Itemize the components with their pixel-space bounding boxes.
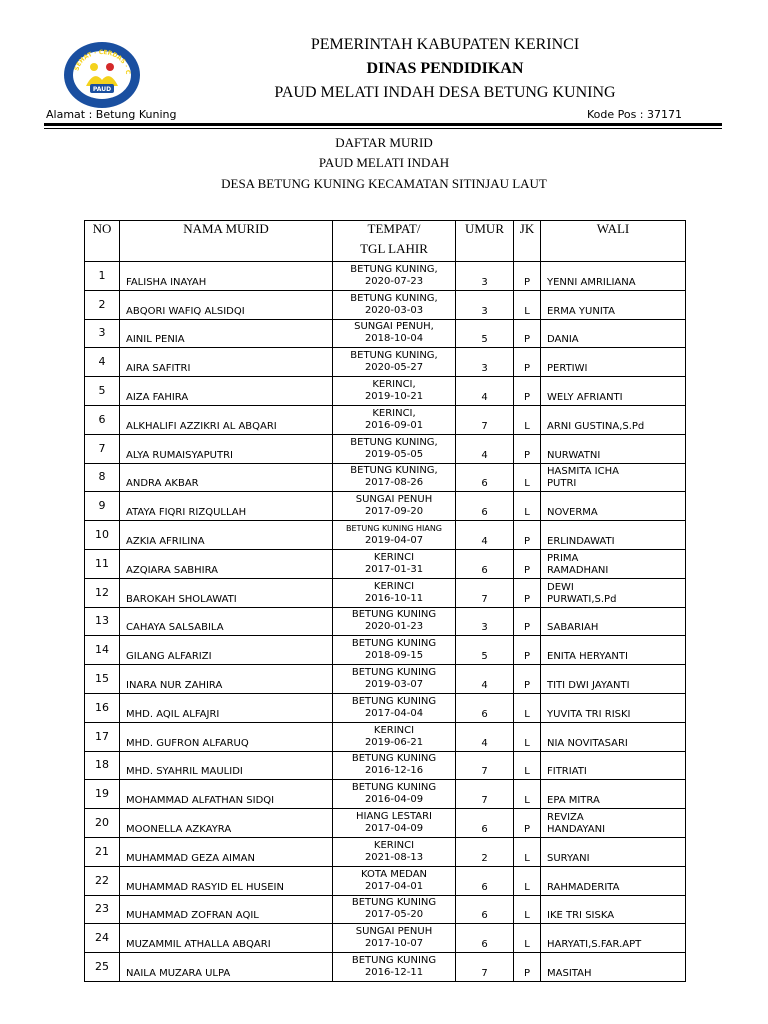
table-row: [85, 434, 686, 463]
cell-tgl: 2019-10-21: [364, 391, 424, 403]
cell-tempat-tgl: [333, 693, 456, 722]
cell-tempat: KERINCI: [373, 724, 415, 736]
cell-tempat: KERINCI: [373, 580, 415, 592]
header-divider-thin: [44, 128, 722, 129]
letterhead-school: PAUD MELATI INDAH DESA BETUNG KUNING: [274, 84, 616, 101]
cell-wali: [541, 924, 686, 953]
table-row: [85, 348, 686, 377]
cell-tempat: KOTA MEDAN: [360, 868, 428, 880]
cell-umur: 6: [456, 924, 514, 953]
letterhead-department: DINAS PENDIDIKAN: [366, 60, 524, 77]
header-wali: WALI: [541, 221, 686, 262]
cell-wali: [541, 809, 686, 838]
cell-tgl: 2020-07-23: [364, 275, 424, 287]
table-row: [85, 866, 686, 895]
cell-no: 5: [85, 377, 120, 406]
cell-tgl: 2016-09-01: [364, 419, 424, 431]
cell-nama: GILANG ALFARIZI: [120, 636, 333, 665]
cell-wali: [541, 866, 686, 895]
cell-tempat-tgl: [333, 463, 456, 492]
cell-umur: 3: [456, 348, 514, 377]
cell-wali: [541, 377, 686, 406]
cell-tempat: BETUNG KUNING,: [350, 292, 438, 304]
paud-logo: [62, 40, 142, 110]
cell-wali-line1: IKE TRI SISKA: [547, 910, 615, 922]
svg-text:SEHAT · CERDAS · CERIA: SEHAT · CERDAS · C: [73, 48, 132, 75]
cell-no: 2: [85, 290, 120, 319]
header-nama: NAMA MURID: [120, 221, 333, 262]
cell-tempat-tgl: [333, 837, 456, 866]
table-row: [85, 924, 686, 953]
cell-wali: [541, 405, 686, 434]
cell-umur: 6: [456, 693, 514, 722]
cell-wali-line1: NOVERMA: [547, 507, 598, 519]
cell-wali: [541, 636, 686, 665]
cell-tempat-tgl: [333, 521, 456, 550]
cell-nama: AINIL PENIA: [120, 319, 333, 348]
cell-wali-line1: HASMITA ICHA: [547, 466, 619, 478]
cell-no: 14: [85, 636, 120, 665]
cell-wali-line1: DANIA: [547, 334, 579, 346]
cell-tempat: SUNGAI PENUH: [355, 926, 433, 938]
cell-umur: 4: [456, 722, 514, 751]
cell-tgl: 2017-04-04: [364, 707, 424, 719]
cell-tempat-tgl: [333, 809, 456, 838]
svg-text:PAUD: PAUD: [92, 86, 112, 93]
cell-wali-line2: PURWATI,S.Pd: [547, 593, 617, 605]
cell-jk: L: [514, 290, 541, 319]
cell-umur: 3: [456, 607, 514, 636]
cell-tempat: BETUNG KUNING: [351, 782, 437, 794]
cell-tempat: BETUNG KUNING: [351, 897, 437, 909]
cell-nama: MOHAMMAD ALFATHAN SIDQI: [120, 780, 333, 809]
cell-no: 12: [85, 578, 120, 607]
cell-tempat: BETUNG KUNING,: [350, 465, 438, 477]
cell-wali: [541, 521, 686, 550]
table-row: [85, 953, 686, 982]
cell-tempat: BETUNG KUNING: [351, 695, 437, 707]
table-row: [85, 837, 686, 866]
cell-tempat-tgl: [333, 434, 456, 463]
cell-tempat-tgl: [333, 866, 456, 895]
header-tempat-line1: TEMPAT/: [367, 221, 421, 236]
cell-jk: P: [514, 578, 541, 607]
cell-jk: P: [514, 953, 541, 982]
cell-jk: L: [514, 693, 541, 722]
cell-wali: [541, 348, 686, 377]
cell-wali: [541, 290, 686, 319]
cell-nama: ABQORI WAFIQ ALSIDQI: [120, 290, 333, 319]
cell-umur: 2: [456, 837, 514, 866]
cell-nama: MUHAMMAD RASYID EL HUSEIN: [120, 866, 333, 895]
cell-jk: P: [514, 262, 541, 291]
student-rows: [85, 262, 686, 982]
cell-tgl: 2019-05-05: [364, 448, 424, 460]
cell-tempat: KERINCI: [373, 551, 415, 563]
cell-nama: MOONELLA AZKAYRA: [120, 809, 333, 838]
table-row: [85, 578, 686, 607]
cell-wali-line1: NIA NOVITASARI: [547, 737, 628, 749]
cell-umur: 6: [456, 895, 514, 924]
cell-tempat: HIANG LESTARI: [355, 811, 433, 823]
cell-tempat-tgl: [333, 549, 456, 578]
cell-umur: 6: [456, 463, 514, 492]
document-subtitle-location: DESA BETUNG KUNING KECAMATAN SITINJAU LAUT: [221, 176, 547, 191]
table-header-row: [85, 221, 686, 262]
cell-tgl: 2017-09-20: [364, 506, 424, 518]
cell-tgl: 2020-05-27: [364, 362, 424, 374]
cell-tempat-tgl: [333, 377, 456, 406]
header-tempat-line2: TGL LAHIR: [360, 241, 428, 256]
cell-tempat-tgl: [333, 290, 456, 319]
cell-tempat-tgl: [333, 319, 456, 348]
table-row: [85, 780, 686, 809]
cell-nama: BAROKAH SHOLAWATI: [120, 578, 333, 607]
cell-wali: [541, 693, 686, 722]
cell-no: 21: [85, 837, 120, 866]
cell-tgl: 2016-10-11: [364, 592, 424, 604]
table-row: [85, 809, 686, 838]
cell-umur: 6: [456, 866, 514, 895]
cell-tempat-tgl: [333, 924, 456, 953]
document-title: DAFTAR MURID: [335, 135, 433, 150]
cell-nama: ALYA RUMAISYAPUTRI: [120, 434, 333, 463]
cell-tempat: BETUNG KUNING: [351, 638, 437, 650]
cell-tempat-tgl: [333, 665, 456, 694]
cell-tgl: 2020-01-23: [364, 621, 424, 633]
cell-tgl: 2017-10-07: [364, 938, 424, 950]
cell-wali: [541, 953, 686, 982]
cell-wali-line1: DEWI: [547, 581, 574, 593]
table-row: [85, 319, 686, 348]
cell-jk: L: [514, 463, 541, 492]
cell-tgl: 2019-03-07: [364, 679, 424, 691]
cell-nama: AIZA FAHIRA: [120, 377, 333, 406]
cell-nama: MUZAMMIL ATHALLA ABQARI: [120, 924, 333, 953]
cell-nama: ANDRA AKBAR: [120, 463, 333, 492]
cell-tempat-tgl: [333, 578, 456, 607]
table-row: [85, 607, 686, 636]
cell-tgl: 2019-06-21: [364, 736, 424, 748]
cell-no: 11: [85, 549, 120, 578]
cell-no: 8: [85, 463, 120, 492]
cell-nama: MHD. AQIL ALFAJRI: [120, 693, 333, 722]
cell-wali-line1: ARNI GUSTINA,S.Pd: [547, 420, 645, 432]
postal-code-text: Kode Pos : 37171: [586, 108, 682, 121]
cell-tgl: 2018-09-15: [364, 650, 424, 662]
cell-wali: [541, 780, 686, 809]
cell-jk: L: [514, 751, 541, 780]
cell-wali-line1: PERTIWI: [547, 363, 588, 375]
cell-tempat: BETUNG KUNING: [351, 667, 437, 679]
cell-nama: MUHAMMAD GEZA AIMAN: [120, 837, 333, 866]
cell-umur: 4: [456, 377, 514, 406]
cell-tgl: 2016-12-16: [364, 765, 424, 777]
letterhead-government: PEMERINTAH KABUPATEN KERINCI: [310, 36, 580, 53]
table-row: [85, 751, 686, 780]
cell-tempat: KERINCI,: [372, 379, 416, 391]
cell-no: 23: [85, 895, 120, 924]
cell-wali: [541, 549, 686, 578]
cell-wali-line1: SURYANI: [547, 852, 590, 864]
cell-wali-line1: PRIMA: [547, 552, 579, 564]
cell-no: 25: [85, 953, 120, 982]
cell-umur: 7: [456, 780, 514, 809]
cell-tgl: 2017-01-31: [364, 563, 424, 575]
cell-jk: P: [514, 549, 541, 578]
cell-nama: AIRA SAFITRI: [120, 348, 333, 377]
cell-nama: ALKHALIFI AZZIKRI AL ABQARI: [120, 405, 333, 434]
table-row: [85, 895, 686, 924]
table-row: [85, 377, 686, 406]
cell-jk: P: [514, 521, 541, 550]
table-row: [85, 722, 686, 751]
cell-tgl: 2021-08-13: [364, 851, 424, 863]
cell-wali-line2: RAMADHANI: [547, 564, 609, 576]
table-row: [85, 521, 686, 550]
cell-jk: P: [514, 607, 541, 636]
cell-umur: 4: [456, 665, 514, 694]
cell-umur: 4: [456, 434, 514, 463]
cell-jk: P: [514, 636, 541, 665]
cell-tgl: 2016-12-11: [364, 967, 424, 979]
cell-jk: P: [514, 377, 541, 406]
table-row: [85, 636, 686, 665]
cell-wali: [541, 463, 686, 492]
cell-wali-line1: MASITAH: [547, 967, 592, 979]
cell-tempat: BETUNG KUNING,: [350, 436, 438, 448]
table-row: [85, 492, 686, 521]
table-row: [85, 693, 686, 722]
header-tempat: [333, 221, 456, 262]
cell-umur: 7: [456, 751, 514, 780]
cell-tgl: 2017-04-01: [364, 880, 424, 892]
address-text: Alamat : Betung Kuning: [46, 108, 177, 121]
cell-umur: 7: [456, 405, 514, 434]
cell-wali-line1: EPA MITRA: [547, 795, 600, 807]
table-row: [85, 262, 686, 291]
cell-nama: FALISHA INAYAH: [120, 262, 333, 291]
cell-tempat: BETUNG KUNING,: [350, 350, 438, 362]
cell-jk: P: [514, 665, 541, 694]
cell-wali-line1: TITI DWI JAYANTI: [547, 679, 630, 691]
cell-tempat: KERINCI: [373, 839, 415, 851]
cell-umur: 7: [456, 578, 514, 607]
cell-no: 17: [85, 722, 120, 751]
cell-wali-line1: ENITA HERYANTI: [547, 651, 628, 663]
cell-wali: [541, 492, 686, 521]
cell-no: 20: [85, 809, 120, 838]
cell-nama: NAILA MUZARA ULPA: [120, 953, 333, 982]
cell-no: 7: [85, 434, 120, 463]
header-divider-thick: [44, 123, 722, 126]
cell-tempat: BETUNG KUNING,: [350, 263, 438, 275]
cell-wali-line2: PUTRI: [547, 478, 577, 490]
cell-wali: [541, 578, 686, 607]
cell-umur: 5: [456, 319, 514, 348]
cell-wali-line1: NURWATNI: [547, 449, 601, 461]
cell-tempat: BETUNG KUNING: [351, 609, 437, 621]
table-row: [85, 665, 686, 694]
cell-no: 9: [85, 492, 120, 521]
cell-no: 19: [85, 780, 120, 809]
cell-tgl: 2018-10-04: [364, 333, 424, 345]
cell-jk: L: [514, 837, 541, 866]
cell-tempat: BETUNG KUNING: [351, 753, 437, 765]
cell-nama: MUHAMMAD ZOFRAN AQIL: [120, 895, 333, 924]
cell-tempat-tgl: [333, 895, 456, 924]
cell-umur: 7: [456, 953, 514, 982]
cell-tempat-tgl: [333, 751, 456, 780]
header-umur: UMUR: [456, 221, 514, 262]
cell-tempat-tgl: [333, 405, 456, 434]
header-jk: JK: [514, 221, 541, 262]
cell-jk: L: [514, 924, 541, 953]
cell-no: 1: [85, 262, 120, 291]
cell-no: 4: [85, 348, 120, 377]
cell-nama: AZQIARA SABHIRA: [120, 549, 333, 578]
cell-nama: MHD. SYAHRIL MAULIDI: [120, 751, 333, 780]
table-row: [85, 549, 686, 578]
cell-no: 10: [85, 521, 120, 550]
cell-umur: 5: [456, 636, 514, 665]
cell-no: 3: [85, 319, 120, 348]
cell-umur: 6: [456, 549, 514, 578]
cell-tempat-tgl: [333, 722, 456, 751]
cell-no: 6: [85, 405, 120, 434]
cell-umur: 3: [456, 290, 514, 319]
cell-tempat: BETUNG KUNING HIANG: [346, 524, 442, 534]
cell-tempat-tgl: [333, 607, 456, 636]
cell-no: 24: [85, 924, 120, 953]
cell-jk: L: [514, 405, 541, 434]
cell-no: 13: [85, 607, 120, 636]
cell-nama: ATAYA FIQRI RIZQULLAH: [120, 492, 333, 521]
header-no: NO: [85, 221, 120, 262]
cell-wali: [541, 262, 686, 291]
cell-jk: P: [514, 809, 541, 838]
cell-jk: L: [514, 492, 541, 521]
cell-umur: 6: [456, 809, 514, 838]
cell-no: 22: [85, 866, 120, 895]
cell-wali-line1: YENNI AMRILIANA: [547, 276, 636, 288]
cell-wali-line1: ERMA YUNITA: [547, 305, 615, 317]
cell-tempat-tgl: [333, 262, 456, 291]
student-table: [84, 220, 686, 982]
cell-wali-line1: RAHMADERITA: [547, 881, 620, 893]
cell-tempat-tgl: [333, 953, 456, 982]
table-row: [85, 290, 686, 319]
cell-no: 15: [85, 665, 120, 694]
cell-tgl: 2017-05-20: [364, 909, 424, 921]
cell-wali: [541, 319, 686, 348]
cell-wali-line1: YUVITA TRI RISKI: [547, 708, 631, 720]
cell-tgl: 2017-08-26: [364, 477, 424, 489]
cell-tempat-tgl: [333, 348, 456, 377]
cell-nama: AZKIA AFRILINA: [120, 521, 333, 550]
cell-jk: L: [514, 895, 541, 924]
cell-tgl: 2017-04-09: [364, 823, 424, 835]
cell-jk: P: [514, 319, 541, 348]
cell-tgl: 2019-04-07: [364, 535, 424, 547]
cell-wali: [541, 665, 686, 694]
cell-wali-line1: SABARIAH: [547, 622, 599, 634]
cell-wali: [541, 895, 686, 924]
cell-tgl: 2016-04-09: [364, 794, 424, 806]
cell-wali-line1: ERLINDAWATI: [547, 535, 615, 547]
cell-wali-line1: HARYATI,S.FAR.APT: [547, 939, 642, 951]
cell-tempat: BETUNG KUNING: [351, 955, 437, 967]
cell-tempat: KERINCI,: [372, 407, 416, 419]
cell-tempat-tgl: [333, 780, 456, 809]
cell-wali: [541, 837, 686, 866]
cell-nama: INARA NUR ZAHIRA: [120, 665, 333, 694]
cell-jk: P: [514, 434, 541, 463]
table-row: [85, 463, 686, 492]
cell-wali-line2: HANDAYANI: [547, 823, 606, 835]
cell-jk: P: [514, 348, 541, 377]
cell-jk: L: [514, 780, 541, 809]
cell-tempat-tgl: [333, 636, 456, 665]
cell-wali: [541, 751, 686, 780]
cell-jk: L: [514, 722, 541, 751]
cell-wali: [541, 434, 686, 463]
cell-umur: 6: [456, 492, 514, 521]
cell-nama: MHD. GUFRON ALFARUQ: [120, 722, 333, 751]
cell-jk: L: [514, 866, 541, 895]
cell-wali: [541, 722, 686, 751]
cell-tempat: SUNGAI PENUH: [355, 494, 433, 506]
cell-wali-line1: FITRIATI: [547, 766, 587, 778]
cell-umur: 3: [456, 262, 514, 291]
cell-umur: 4: [456, 521, 514, 550]
cell-tempat-tgl: [333, 492, 456, 521]
cell-tgl: 2020-03-03: [364, 304, 424, 316]
cell-no: 16: [85, 693, 120, 722]
cell-wali-line1: WELY AFRIANTI: [547, 391, 623, 403]
cell-nama: CAHAYA SALSABILA: [120, 607, 333, 636]
cell-tempat: SUNGAI PENUH,: [354, 321, 434, 333]
table-row: [85, 405, 686, 434]
cell-wali: [541, 607, 686, 636]
cell-wali-line1: REVIZA: [547, 811, 584, 823]
document-subtitle-school: PAUD MELATI INDAH: [318, 155, 450, 170]
cell-no: 18: [85, 751, 120, 780]
